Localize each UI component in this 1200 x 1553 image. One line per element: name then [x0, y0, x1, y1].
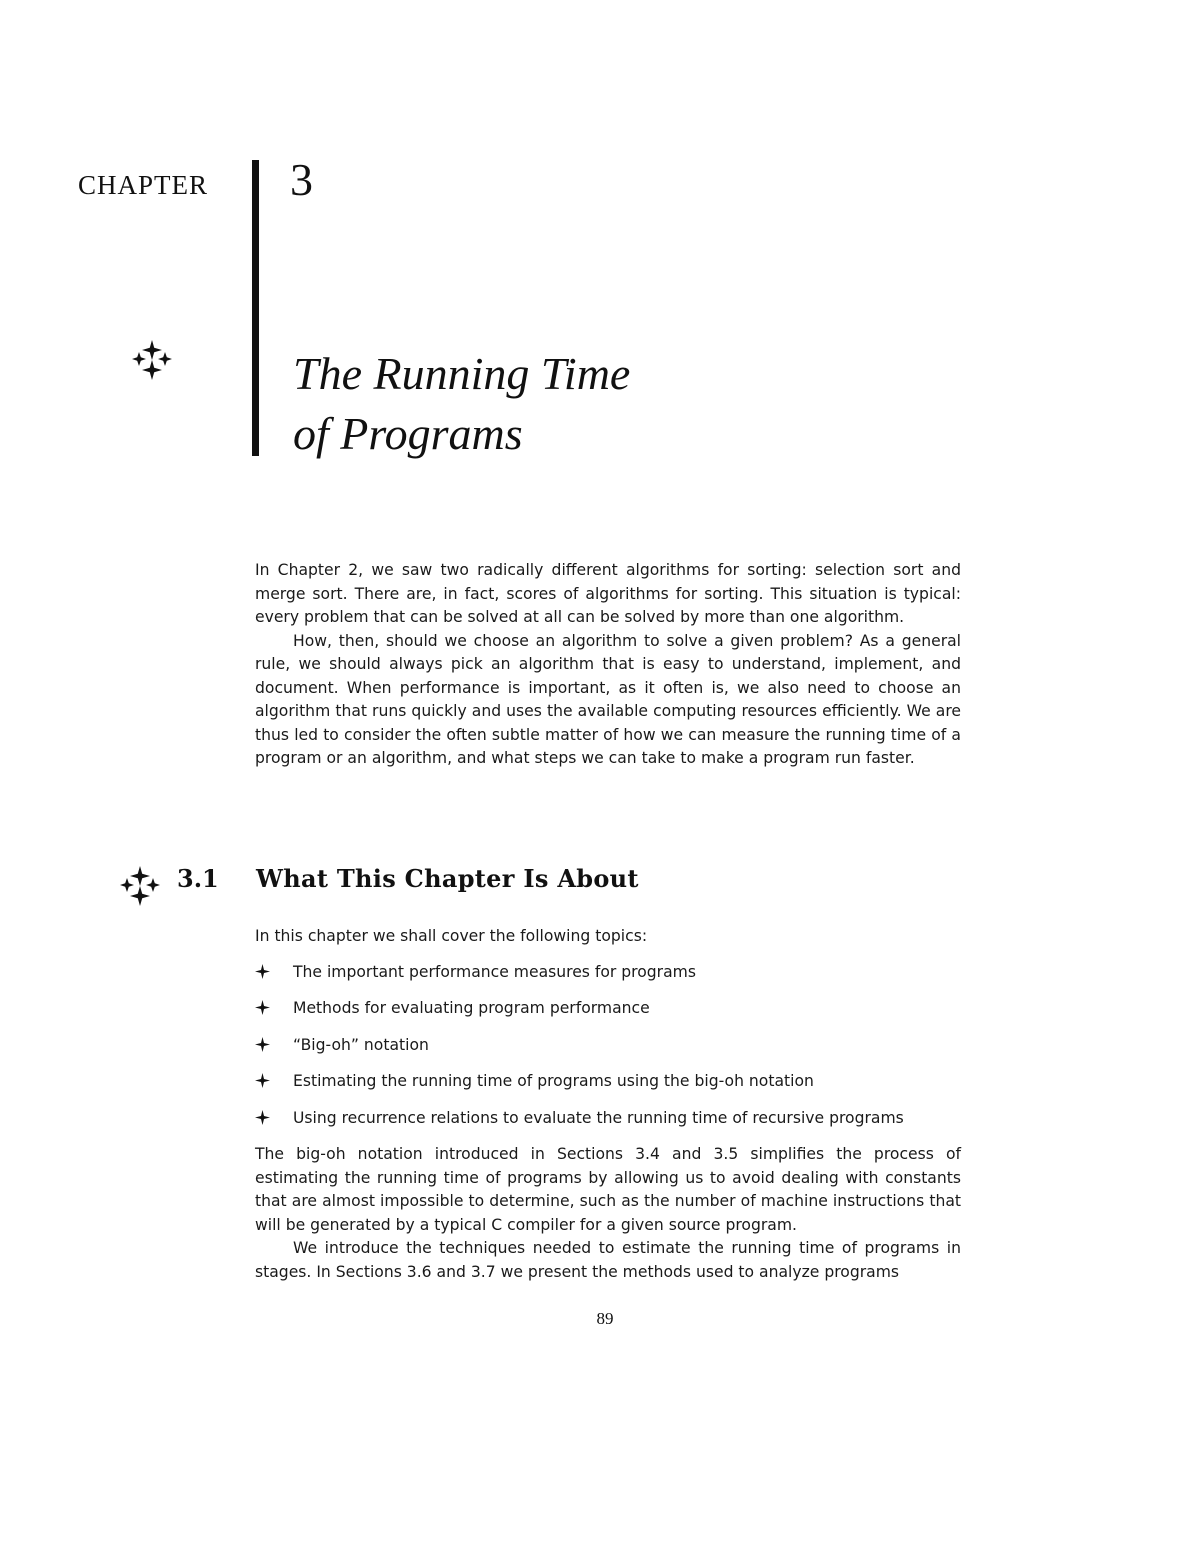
chapter-title-line: of Programs [293, 408, 523, 459]
four-point-star-icon [255, 1000, 270, 1015]
topic-text: Estimating the running time of programs using the big-oh notation [293, 1072, 814, 1091]
intro-paragraph: In Chapter 2, we saw two radically different algorithms for sorting: selection sort and merge sort. There are, in fact, scores of algorithms for sorting. This situation is typical: every problem that can be solved at all can be solved by more than one algorithm. [255, 561, 961, 626]
topics-lead [255, 925, 961, 949]
intro-text [255, 559, 961, 771]
list-item [255, 1034, 975, 1070]
topic-text: Methods for evaluating program performance [293, 999, 650, 1018]
topic-text: “Big-oh” notation [293, 1035, 429, 1054]
four-star-cluster-icon [115, 862, 165, 906]
section-text [255, 1143, 961, 1284]
chapter-number: 3 [290, 154, 313, 205]
section-paragraph: We introduce the techniques needed to estimate the running time of programs in stages. In Sections 3.6 and 3.7 we present the methods used to analyze programs [255, 1239, 961, 1281]
section-paragraph: The big-oh notation introduced in Sections 3.4 and 3.5 simplifies the process of estimating the running time of programs by allowing us to avoid dealing with constants that are almost impossible to determine, such as the number of machine instructions that will be generated by a typical C compiler for a given source program. [255, 1145, 961, 1234]
topic-list [255, 961, 975, 1143]
section-number: 3.1 [177, 864, 219, 893]
section-title: What This Chapter Is About [256, 864, 639, 893]
page-number: 89 [596, 1309, 614, 1328]
four-point-star-icon [255, 1073, 270, 1088]
chapter-label: CHAPTER [78, 170, 209, 200]
topics-lead-text: In this chapter we shall cover the following topics: [255, 927, 648, 945]
intro-paragraph: How, then, should we choose an algorithm to solve a given problem? As a general rule, we should always pick an algorithm that is easy to understand, implement, and document. When performance is important, as it often is, we also need to choose an algorithm that runs quickly and uses the available computing resources efficiently. We are thus led to consider the often subtle matter of how we can measure the running time of a program or an algorithm, and what steps we can take to make a program run faster. [255, 631, 961, 767]
four-star-cluster-icon [127, 336, 177, 380]
topic-text: The important performance measures for programs [293, 963, 696, 981]
list-item [255, 1107, 975, 1143]
list-item [255, 997, 975, 1033]
chapter-title [293, 344, 630, 464]
chapter-title-line: The Running Time [293, 348, 631, 399]
list-item [255, 961, 975, 997]
four-point-star-icon [255, 1037, 270, 1052]
chapter-vertical-rule [252, 160, 259, 456]
topic-text: Using recurrence relations to evaluate the running time of recursive programs [293, 1108, 904, 1127]
four-point-star-icon [255, 964, 270, 979]
four-point-star-icon [255, 1110, 270, 1125]
list-item [255, 1070, 975, 1106]
